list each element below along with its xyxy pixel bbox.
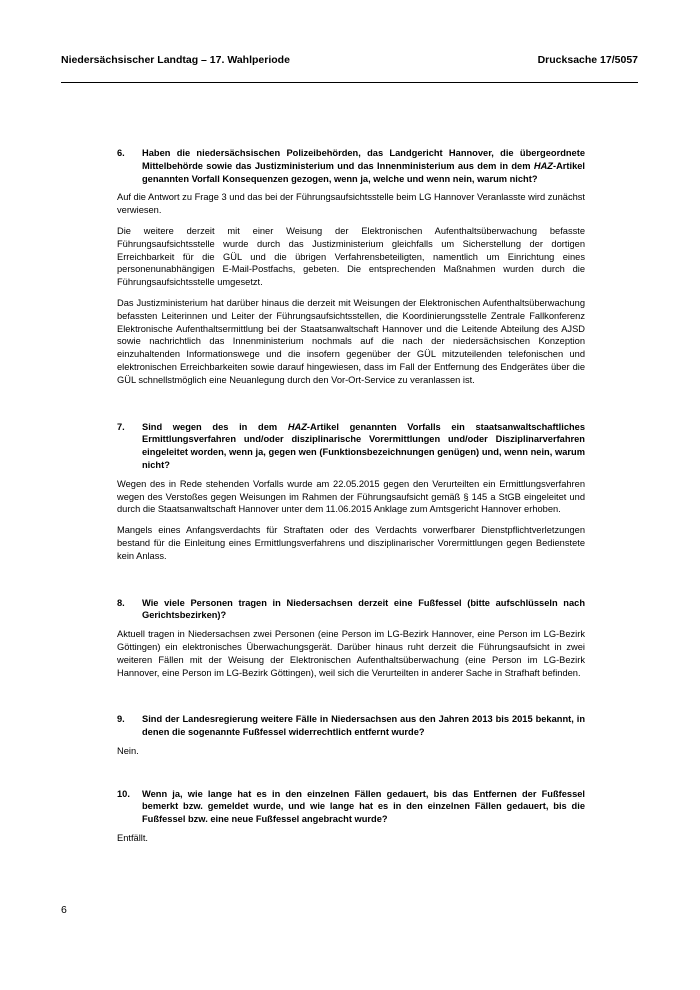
answer-paragraph: Entfällt.: [117, 833, 149, 844]
header-parliament-title: Niedersächsischer Landtag – 17. Wahlperiode: [61, 54, 290, 66]
question-text-continued: -Artikel genannten Vorfall Konsequenzen gezogen, wenn ja, welche und wenn nein, warum nicht?: [142, 160, 585, 184]
question-7: [117, 421, 585, 472]
answer-paragraph: Wegen des in Rede stehenden Vorfalls wurde am 22.05.2015 gegen den Verurteilten ein Ermittlungsverfahren wegen des Verstoßes gegen Weisungen im Rahmen der Führungsaufsicht gemäß § 145 a StGB eingeleitet und durch die Staatsanwaltschaft Hannover unter dem 11.06.2015 Anklage zum Amtsgericht Hannover erhoben.: [117, 478, 585, 515]
question-8: [117, 597, 585, 623]
answer-paragraph: Das Justizministerium hat darüber hinaus die derzeit mit Weisungen der Elektronischen Aufenthaltsüberwachung befassten Leiterinnen und Leiter der Führungsaufsichtsstellen, die Koordinierungsstelle Zentrale Fallkonferenz Elektronische Aufenthaltsermittlung bei der Staatsanwaltschaft Hannover und die Leitende Abteilung des AJSD sowie nachrichtlich das Innenministerium nochmals auf die nach der niedersächsischen Konzeption einzuhaltenden Informationswege und die insofern gegenüber der GÜL mitzuteilenden telefonischen und elektronischen Erreichbarkeiten sowie darauf hingewiesen, dass im Fall der Entfernung des Endgerätes über die GÜL schnellstmöglich eine Neuanlegung durch den Vor-Ort-Service zu veranlassen ist.: [117, 297, 585, 385]
question-text: Sind der Landesregierung weitere Fälle in Niedersachsen aus den Jahren 2013 bis 2015 bekannt, in denen die sogenannte Fußfessel widerrechtlich entfernt wurde?: [142, 714, 585, 738]
question-number: 8.: [117, 597, 125, 608]
header-divider: [61, 82, 638, 83]
question-italic-term: HAZ: [533, 160, 553, 171]
question-text: Sind wegen des in dem: [142, 421, 288, 432]
question-number: 6.: [117, 148, 125, 158]
question-text: Wenn ja, wie lange hat es in den einzelnen Fällen gedauert, bis das Entfernen der Fußfessel bemerkt bzw. gemeldet wurde, und wie lange hat es in den einzelnen Fällen gedauert, bis die Fußfessel bzw. eine neue Fußfessel angebracht wurde?: [142, 788, 585, 825]
question-text: Wie viele Personen tragen in Niedersachsen derzeit eine Fußfessel (bitte aufschlüsseln nach Gerichtsbezirken)?: [142, 597, 585, 621]
question-number: 9.: [117, 714, 125, 725]
question-text: Haben die niedersächsischen Polizeibehörden, das Landgericht Hannover, die übergeordnete Mittelbehörde sowie das Justizministerium und das Innenministerium aus dem in dem: [142, 148, 585, 171]
page-header: [61, 54, 638, 70]
answer-paragraph: Nein.: [117, 745, 139, 756]
page-number: 6: [61, 904, 67, 916]
answer-paragraph: Auf die Antwort zu Frage 3 und das bei der Führungsaufsichtsstelle beim LG Hannover Veranlasste wird zunächst verwiesen.: [117, 192, 585, 216]
header-document-number: Drucksache 17/5057: [537, 54, 638, 66]
question-number: 7.: [117, 421, 125, 432]
question-italic-term: HAZ: [287, 421, 307, 432]
question-number: 10.: [117, 788, 130, 799]
question-6: [117, 147, 585, 185]
question-9: [117, 713, 585, 739]
answer-paragraph: Die weitere derzeit mit einer Weisung der Elektronischen Aufenthaltsüberwachung befasste Führungsaufsichtsstelle wurde durch das Justizministerium gleichfalls um Sicherstellung der dortigen Erreichbarkeit für die GÜL und die übrigen Verfahrensbeteiligten, namentlich um Einrichtung eines personenunabhängigen E-Mail-Postfachs, gebeten. Die entsprechenden Maßnahmen wurden durch die Führungsaufsichtsstelle umgesetzt.: [117, 225, 585, 288]
question-10: [117, 788, 585, 826]
question-text-continued: -Artikel genannten Vorfalls ein staatsanwaltschaftliches Ermittlungsverfahren und/oder disziplinarische Vorermittlungen und/oder Disziplinarverfahren eingeleitet worden, wenn ja, gegen wen (Funktionsbezeichnungen genügen) und, wenn nein, warum nicht?: [142, 421, 586, 470]
document-body: [117, 147, 585, 853]
answer-paragraph: Aktuell tragen in Niedersachsen zwei Personen (eine Person im LG-Bezirk Hannover, eine Person im LG-Bezirk Göttingen) ein elektronisches Überwachungsgerät. Darüber hinaus ruht derzeit die Führungsaufsicht in zwei weiteren Fällen mit der Weisung der Elektronischen Aufenthaltsüberwachung (eine Person im LG-Bezirk Hannover, eine Person im LG-Bezirk Göttingen), weil sich die Verurteilten in anderer Sache in Strafhaft befinden.: [117, 629, 585, 678]
answer-paragraph: Mangels eines Anfangsverdachts für Straftaten oder des Verdachts vorwerfbarer Dienstpflichtverletzungen bestand für die Einleitung eines Ermittlungsverfahrens und disziplinarischer Vorermittlungen gegen Bedienstete kein Anlass.: [117, 525, 585, 561]
